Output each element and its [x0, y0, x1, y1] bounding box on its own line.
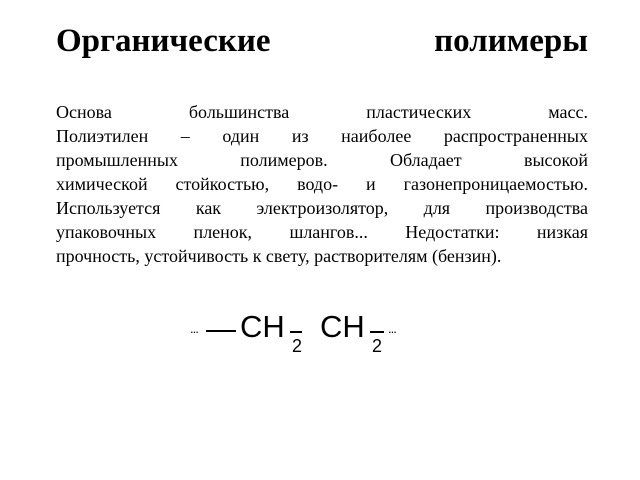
formula-ch-group-1: CH — [240, 309, 285, 344]
formula-ch-group-2: CH — [320, 309, 365, 344]
title-word-1: Органические — [56, 23, 271, 59]
body-line: упаковочных пленок, шлангов... Недостатки: низкая — [56, 222, 588, 242]
formula-dots-right: ... — [388, 321, 396, 336]
slide-title — [56, 16, 588, 66]
body-line: химической стойкостью, водо- и газонепроницаемостью. — [56, 174, 588, 194]
body-line: промышленных полимеров. Обладает высокой — [56, 150, 588, 170]
formula-bond-left — [206, 330, 236, 332]
formula-bond-middle — [290, 331, 302, 333]
polyethylene-formula — [190, 306, 430, 366]
body-paragraph — [56, 100, 588, 268]
body-line: прочность, устойчивость к свету, растворителям (бензин). — [56, 246, 502, 266]
formula-bond-right — [370, 331, 384, 333]
formula-subscript-2: 2 — [372, 336, 383, 356]
body-line: Полиэтилен – один из наиболее распространенных — [56, 126, 588, 146]
body-line: Основа большинства пластических масс. — [56, 102, 588, 122]
formula-subscript-1: 2 — [292, 336, 303, 356]
formula-dots-left: ... — [190, 321, 198, 336]
title-word-2: полимеры — [434, 23, 588, 59]
body-line: Используется как электроизолятор, для производства — [56, 198, 588, 218]
